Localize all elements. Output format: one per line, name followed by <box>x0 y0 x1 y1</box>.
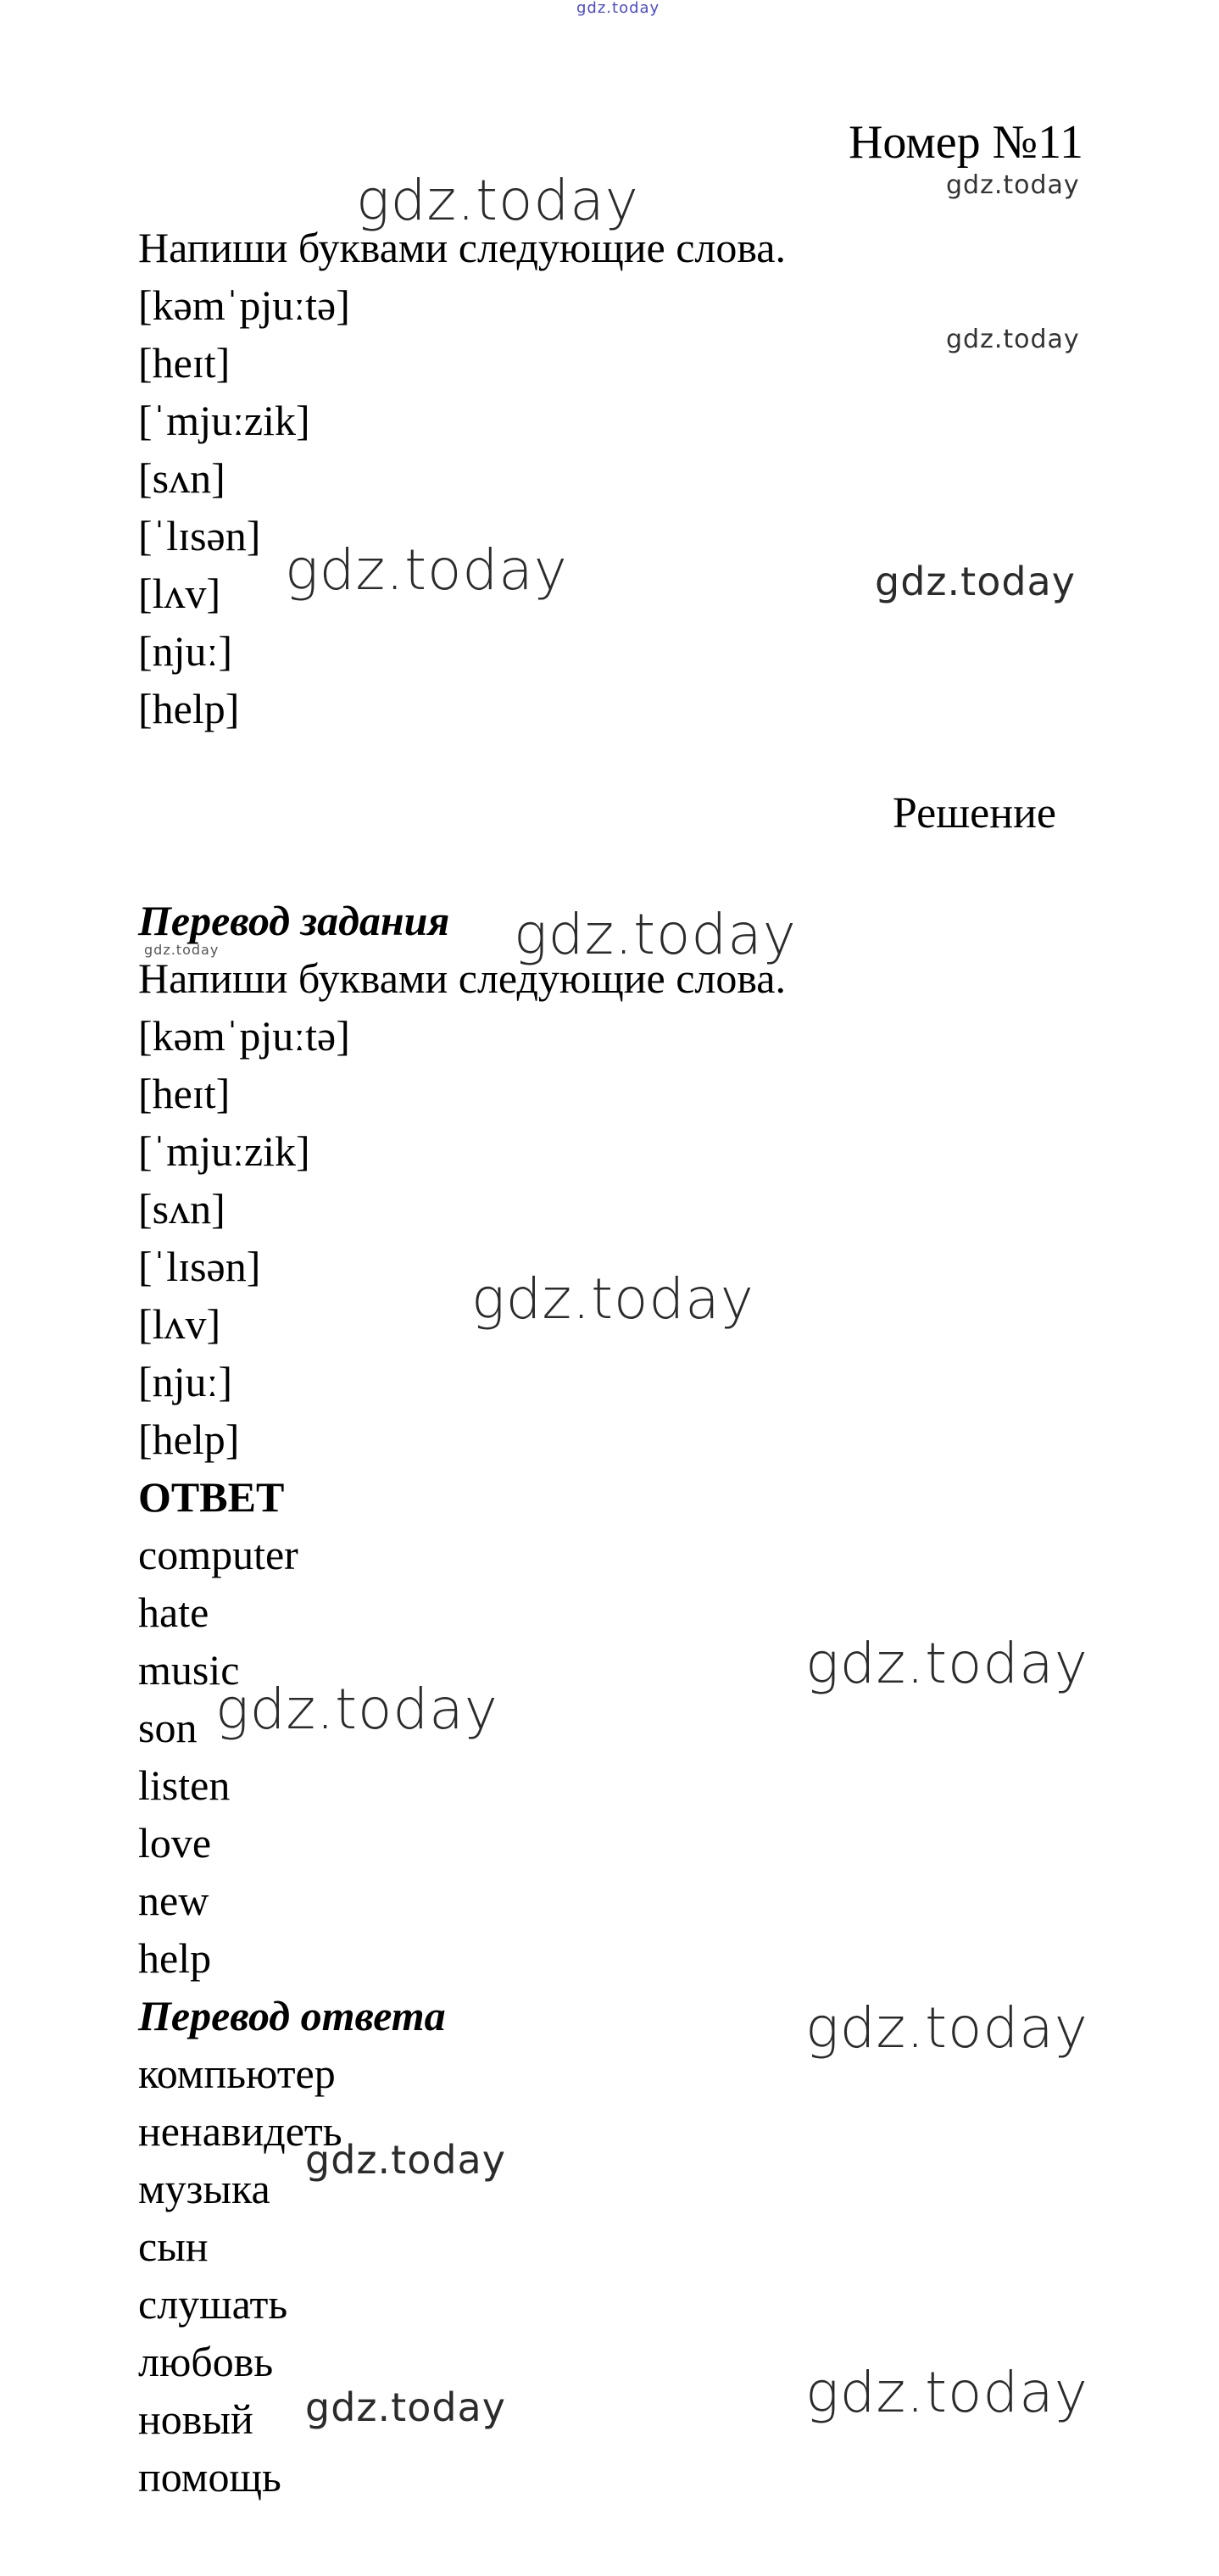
watermark: gdz.today <box>946 170 1080 200</box>
watermark: gdz.today <box>471 1266 754 1332</box>
answer-translation: новый <box>138 2395 253 2443</box>
answer-word: music <box>138 1646 240 1694</box>
answer-translation: сын <box>138 2223 209 2270</box>
watermark: gdz.today <box>514 902 797 967</box>
task-transcription: [help] <box>138 685 240 732</box>
task-transcription: [heɪt] <box>138 339 231 387</box>
solution-transcription: [help] <box>138 1416 240 1463</box>
answer-word: help <box>138 1934 212 1982</box>
answer-translation: любовь <box>138 2338 274 2385</box>
answer-translation: музыка <box>138 2165 270 2212</box>
watermark: gdz.today <box>805 1631 1088 1696</box>
watermark: gdz.today <box>356 168 639 233</box>
task-transcription: [kəmˈpjuːtə] <box>138 281 350 329</box>
solution-transcription: [ˈlɪsən] <box>138 1243 261 1290</box>
answer-heading: ОТВЕТ <box>138 1473 285 1521</box>
watermark: gdz.today <box>805 2360 1088 2425</box>
watermark: gdz.today <box>946 325 1080 354</box>
page-title: Номер №11 <box>848 116 1083 169</box>
task-transcription: [ˈlɪsən] <box>138 512 261 559</box>
translation-heading: Перевод задания <box>138 897 450 944</box>
answer-word: new <box>138 1877 209 1924</box>
watermark: gdz.today <box>805 1995 1088 2061</box>
watermark: gdz.today <box>144 942 220 958</box>
task-transcription: [njuː] <box>138 627 233 675</box>
solution-transcription: [sʌn] <box>138 1185 225 1232</box>
answer-translation: ненавидеть <box>138 2107 342 2155</box>
task-instruction: Напиши буквами следующие слова. <box>138 224 786 271</box>
watermark: gdz.today <box>215 1677 498 1742</box>
answer-translation: компьютер <box>138 2050 336 2097</box>
task-transcription: [ˈmjuːzik] <box>138 397 310 444</box>
answer-word: computer <box>138 1531 298 1578</box>
answer-word: listen <box>138 1761 231 1809</box>
watermark: gdz.today <box>305 2137 506 2183</box>
task-transcription: [sʌn] <box>138 454 225 502</box>
solution-transcription: [kəmˈpjuːtə] <box>138 1012 350 1060</box>
answer-word: son <box>138 1704 198 1751</box>
translation-instruction: Напиши буквами следующие слова. <box>138 954 786 1002</box>
site-mark: gdz.today <box>576 0 660 17</box>
watermark: gdz.today <box>285 537 568 603</box>
solution-transcription: [heɪt] <box>138 1070 231 1117</box>
answer-word: love <box>138 1819 212 1867</box>
answer-translation: помощь <box>138 2453 281 2501</box>
task-transcription: [lʌv] <box>138 570 221 617</box>
answer-word: hate <box>138 1588 209 1636</box>
answer-translation-heading: Перевод ответа <box>138 1992 446 2039</box>
solution-transcription: [lʌv] <box>138 1300 221 1348</box>
solution-transcription: [ˈmjuːzik] <box>138 1127 310 1175</box>
solution-title: Решение <box>892 789 1056 837</box>
watermark: gdz.today <box>875 559 1076 604</box>
solution-transcription: [njuː] <box>138 1358 233 1405</box>
answer-translation: слушать <box>138 2280 288 2328</box>
watermark: gdz.today <box>305 2384 506 2430</box>
